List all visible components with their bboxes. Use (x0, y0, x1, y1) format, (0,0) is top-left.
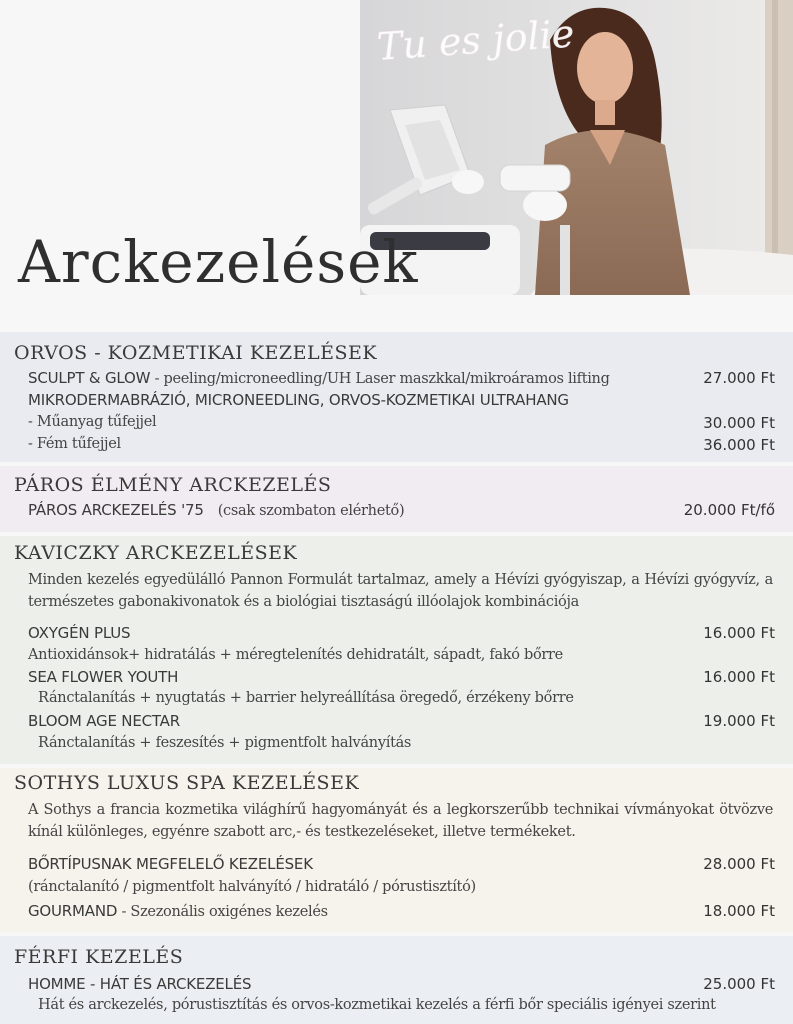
hero-illustration (360, 0, 793, 295)
menu-option-metal: - Fém tűfejjel (28, 436, 121, 452)
item-name: GOURMAND (28, 902, 118, 920)
menu-item-oxygen-plus: OXYGÉN PLUS (28, 624, 131, 642)
section-paros (0, 466, 793, 532)
section-kaviczky (0, 536, 793, 764)
item-description: Ránctalanítás + feszesítés + pigmentfolt halványítás (38, 735, 412, 751)
price: 36.000 Ft (703, 436, 775, 454)
menu-item-mikrodermabrazio: MIKRODERMABRÁZIÓ, MICRONEEDLING, ORVOS-KOZMETIKAI ULTRAHANG (28, 391, 569, 409)
section-title: FÉRFI KEZELÉS (14, 946, 184, 968)
price: 16.000 Ft (703, 668, 775, 686)
section-title: SOTHYS LUXUS SPA KEZELÉSEK (14, 772, 360, 794)
price: 20.000 Ft/fő (683, 501, 775, 519)
section-title: ORVOS - KOZMETIKAI KEZELÉSEK (14, 342, 378, 364)
price: 18.000 Ft (703, 902, 775, 920)
section-ferfi (0, 936, 793, 1024)
menu-item-bortipus: BŐRTÍPUSNAK MEGFELELŐ KEZELÉSEK (28, 855, 313, 873)
menu-item-paros-arckezeles (28, 501, 404, 519)
menu-item-homme: HOMME - HÁT ÉS ARCKEZELÉS (28, 975, 252, 993)
section-orvos-kozmetikai (0, 332, 793, 462)
item-description: (ránctalanító / pigmentfolt halványító / hidratáló / pórustisztító) (28, 879, 476, 895)
price: 28.000 Ft (703, 855, 775, 873)
item-name: SCULPT & GLOW (28, 369, 151, 387)
menu-item-bloom-age-nectar: BLOOM AGE NECTAR (28, 712, 180, 730)
menu-item-sculpt-glow (28, 369, 610, 387)
item-name: PÁROS ARCKEZELÉS '75 (28, 501, 204, 519)
section-title: PÁROS ÉLMÉNY ARCKEZELÉS (14, 474, 332, 496)
price: 27.000 Ft (703, 369, 775, 387)
item-description: Hát és arckezelés, pórustisztítás és orvos-kozmetikai kezelés a férfi bőr speciális igényei szerint (38, 997, 716, 1013)
section-intro: A Sothys a francia kozmetika világhírű hagyományát és a legkorszerűbb technikai vívmányokat ötvözve kínál különleges, egyénre szabott arc,- és testkezeléseket, illetve termékeket. (28, 802, 773, 840)
neon-sign: Tu es jolie (375, 11, 576, 69)
item-note: (csak szombaton elérhető) (217, 503, 405, 519)
price: 16.000 Ft (703, 624, 775, 642)
menu-item-gourmand (28, 902, 328, 920)
hero-photo (360, 0, 793, 295)
item-description: Antioxidánsok+ hidratálás + méregtelenítés dehidratált, sápadt, fakó bőrre (28, 647, 563, 663)
section-sothys (0, 768, 793, 932)
section-title: KAVICZKY ARCKEZELÉSEK (14, 542, 298, 564)
item-description: - peeling/microneedling/UH Laser maszkkal/mikroáramos lifting (150, 371, 610, 387)
price: 25.000 Ft (703, 975, 775, 993)
price: 19.000 Ft (703, 712, 775, 730)
page-title: Arckezelések (18, 228, 419, 296)
menu-option-plastic: - Műanyag tűfejjel (28, 414, 157, 430)
section-intro: Minden kezelés egyedülálló Pannon Formulát tartalmaz, amely a Hévízi gyógyiszap, a Hévízi gyógyvíz, a természetes gabonakivonatok és a biológiai tisztaságú illóolajok kombinációja (28, 572, 773, 610)
menu-item-sea-flower-youth: SEA FLOWER YOUTH (28, 668, 179, 686)
item-description: - Szezonális oxigénes kezelés (117, 904, 328, 920)
item-description: Ránctalanítás + nyugtatás + barrier helyreállítása öregedő, érzékeny bőrre (38, 690, 574, 706)
price: 30.000 Ft (703, 414, 775, 432)
